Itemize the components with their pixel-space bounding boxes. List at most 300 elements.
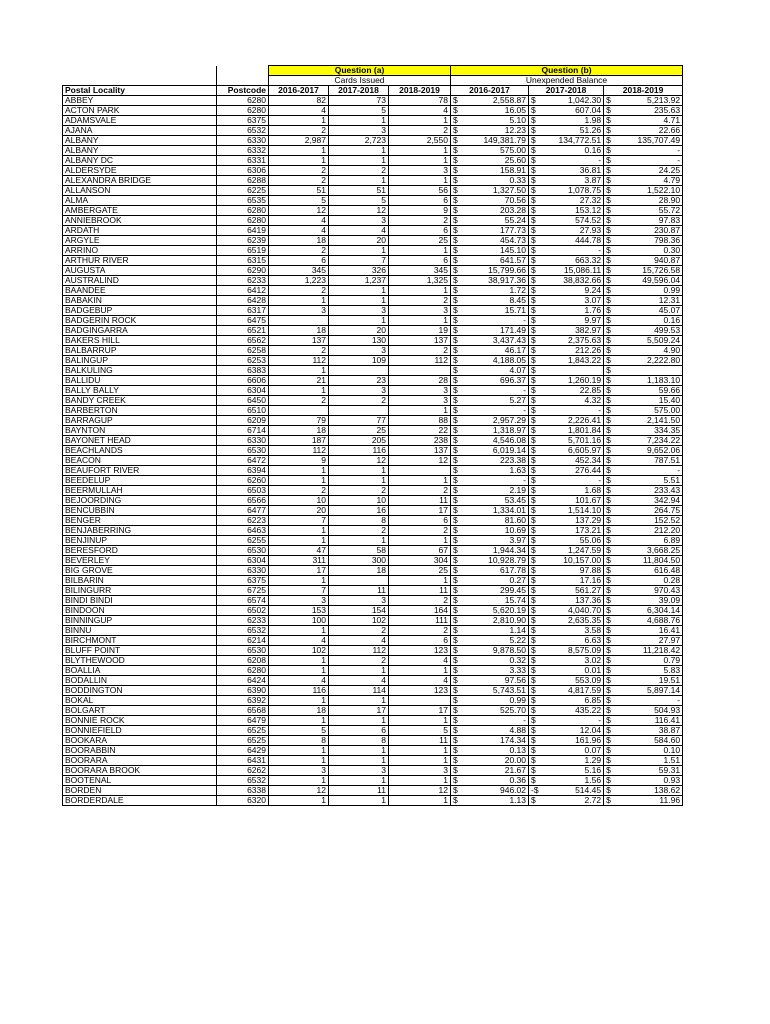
balance-2017-cell: - <box>541 246 604 256</box>
cards-2016-cell: 100 <box>269 616 329 626</box>
postcode-cell: 6330 <box>217 566 269 576</box>
cards-2016-cell: 2 <box>269 286 329 296</box>
cards-2016-cell: 12 <box>269 786 329 796</box>
postcode-cell: 6479 <box>217 716 269 726</box>
cards-2017-cell: 1 <box>329 466 389 476</box>
currency-cell: $ <box>529 486 541 496</box>
balance-2018-cell <box>614 366 683 376</box>
currency-cell: $ <box>451 716 461 726</box>
cards-2018-cell: 1 <box>389 536 451 546</box>
balance-2016-cell: 1.63 <box>461 466 529 476</box>
table-row <box>63 696 683 706</box>
balance-2016-cell: 38,917.36 <box>461 276 529 286</box>
balance-2016-cell: 0.27 <box>461 576 529 586</box>
cards-2017-cell <box>329 576 389 586</box>
cards-2016-cell: 18 <box>269 326 329 336</box>
table-row <box>63 606 683 616</box>
balance-2017-cell: 55.06 <box>541 536 604 546</box>
balance-2017-cell: 137.29 <box>541 516 604 526</box>
currency-cell: $ <box>529 106 541 116</box>
postcode-cell: 6412 <box>217 286 269 296</box>
currency-cell: $ <box>529 186 541 196</box>
balance-2016-cell: 53.45 <box>461 496 529 506</box>
balance-2018-cell: 940.87 <box>614 256 683 266</box>
balance-2018-cell: 38.87 <box>614 726 683 736</box>
postcode-cell: 6317 <box>217 306 269 316</box>
balance-2017-cell: 1,801.84 <box>541 426 604 436</box>
cards-2017-cell: 326 <box>329 266 389 276</box>
currency-cell: $ <box>529 746 541 756</box>
currency-cell: $ <box>604 106 614 116</box>
balance-2017-cell: - <box>541 476 604 486</box>
balance-2016-cell: 1.72 <box>461 286 529 296</box>
postcode-cell: 6562 <box>217 336 269 346</box>
table-row <box>63 126 683 136</box>
locality-cell: BEJOORDING <box>63 496 217 506</box>
currency-cell: $ <box>451 236 461 246</box>
postcode-cell: 6306 <box>217 166 269 176</box>
unexpended-balance-header: Unexpended Balance <box>451 76 683 86</box>
currency-cell: $ <box>529 536 541 546</box>
balance-2016-cell: 0.33 <box>461 176 529 186</box>
cards-2017-cell: 3 <box>329 386 389 396</box>
balance-2017-cell: - <box>541 716 604 726</box>
balance-2018-cell: 4,688.76 <box>614 616 683 626</box>
postcode-cell: 6419 <box>217 226 269 236</box>
table-row <box>63 356 683 366</box>
cards-2016-cell: 1 <box>269 156 329 166</box>
table-row <box>63 486 683 496</box>
table-row <box>63 616 683 626</box>
currency-cell: $ <box>529 286 541 296</box>
postcode-cell: 6472 <box>217 456 269 466</box>
cards-2017-cell: 20 <box>329 236 389 246</box>
currency-cell: $ <box>604 526 614 536</box>
currency-cell: $ <box>604 506 614 516</box>
currency-cell: $ <box>604 116 614 126</box>
question-b-header: Question (b) <box>451 66 683 76</box>
table-row <box>63 296 683 306</box>
cards-2017-cell: 1 <box>329 246 389 256</box>
table-row <box>63 256 683 266</box>
currency-cell: $ <box>451 396 461 406</box>
table-row <box>63 336 683 346</box>
locality-cell: BERESFORD <box>63 546 217 556</box>
table-row <box>63 376 683 386</box>
cards-2016-cell: 345 <box>269 266 329 276</box>
cards-2016-cell: 102 <box>269 646 329 656</box>
currency-cell: $ <box>451 576 461 586</box>
currency-cell: $ <box>451 706 461 716</box>
balance-2017-cell: 607.04 <box>541 106 604 116</box>
currency-cell: $ <box>529 596 541 606</box>
currency-cell: $ <box>451 796 461 806</box>
cards-2017-cell: 1 <box>329 746 389 756</box>
cards-2017-cell: 2 <box>329 626 389 636</box>
currency-cell: $ <box>451 776 461 786</box>
balance-2016-cell: 3,437.43 <box>461 336 529 346</box>
currency-cell: $ <box>529 276 541 286</box>
cards-2018-cell <box>389 366 451 376</box>
balance-2018-cell: 1,183.10 <box>614 376 683 386</box>
currency-cell: $ <box>604 416 614 426</box>
currency-cell: $ <box>529 146 541 156</box>
currency-cell: $ <box>529 116 541 126</box>
cards-2017-cell: 3 <box>329 766 389 776</box>
balance-2017-cell: 1,843.22 <box>541 356 604 366</box>
balance-2017-cell: 0.01 <box>541 666 604 676</box>
locality-cell: ALMA <box>63 196 217 206</box>
balance-2016-cell: 0.99 <box>461 696 529 706</box>
currency-cell: $ <box>451 456 461 466</box>
currency-cell: $ <box>604 286 614 296</box>
currency-cell: $ <box>604 746 614 756</box>
currency-cell: $ <box>604 96 614 106</box>
table-row <box>63 96 683 106</box>
balance-2018-cell: 616.48 <box>614 566 683 576</box>
currency-cell: $ <box>529 616 541 626</box>
currency-cell: $ <box>604 296 614 306</box>
balance-2017-cell: 6.85 <box>541 696 604 706</box>
balance-2016-cell: - <box>461 476 529 486</box>
currency-cell: $ <box>451 586 461 596</box>
balance-2016-cell: 4.88 <box>461 726 529 736</box>
currency-cell: $ <box>529 396 541 406</box>
balance-2016-cell: 174.34 <box>461 736 529 746</box>
locality-cell: BENJINUP <box>63 536 217 546</box>
balance-2016-cell: 10,928.79 <box>461 556 529 566</box>
locality-cell: BALLIDU <box>63 376 217 386</box>
balance-2016-cell: 6,019.14 <box>461 446 529 456</box>
balance-2016-cell: 299.45 <box>461 586 529 596</box>
currency-cell: $ <box>451 566 461 576</box>
table-row <box>63 736 683 746</box>
postcode-cell: 6530 <box>217 646 269 656</box>
postcode-cell: 6566 <box>217 496 269 506</box>
cards-2018-cell: 304 <box>389 556 451 566</box>
currency-cell: $ <box>529 666 541 676</box>
currency-cell: $ <box>529 406 541 416</box>
locality-cell: BOOTENAL <box>63 776 217 786</box>
table-row <box>63 456 683 466</box>
locality-cell: BONNIE ROCK <box>63 716 217 726</box>
table-row <box>63 346 683 356</box>
table-row <box>63 676 683 686</box>
balance-2018-cell: 0.93 <box>614 776 683 786</box>
cards-2016-cell: 1 <box>269 146 329 156</box>
currency-cell: $ <box>529 426 541 436</box>
balance-2016-cell: 5,620.19 <box>461 606 529 616</box>
balance-2017-cell: 212.26 <box>541 346 604 356</box>
cards-2016-cell: 1 <box>269 466 329 476</box>
locality-cell: BENJABERRING <box>63 526 217 536</box>
table-row <box>63 366 683 376</box>
postcode-cell: 6521 <box>217 326 269 336</box>
balance-2016-cell: 4,188.05 <box>461 356 529 366</box>
balance-2017-cell: 1.76 <box>541 306 604 316</box>
balance-2018-cell: 16.41 <box>614 626 683 636</box>
currency-cell: $ <box>604 186 614 196</box>
locality-cell: BALBARRUP <box>63 346 217 356</box>
balance-2017-cell: 134,772.51 <box>541 136 604 146</box>
balance-2018-cell: 504.93 <box>614 706 683 716</box>
currency-cell: $ <box>529 606 541 616</box>
balance-2017-cell: 0.07 <box>541 746 604 756</box>
cards-2017-cell: 2 <box>329 166 389 176</box>
postcode-cell: 6330 <box>217 136 269 146</box>
balance-2017-cell: 137.36 <box>541 596 604 606</box>
balance-2017-cell: 452.34 <box>541 456 604 466</box>
table-row <box>63 406 683 416</box>
cards-2017-cell: 1 <box>329 796 389 806</box>
cards-2016-cell: 21 <box>269 376 329 386</box>
header-row-columns <box>63 86 683 96</box>
currency-cell: $ <box>604 476 614 486</box>
table-row <box>63 546 683 556</box>
locality-cell: BLYTHEWOOD <box>63 656 217 666</box>
cards-2017-cell: 3 <box>329 126 389 136</box>
currency-cell: $ <box>604 266 614 276</box>
balance-2017-cell: 3.87 <box>541 176 604 186</box>
balance-2016-cell: 454.73 <box>461 236 529 246</box>
balance-2018-cell: - <box>614 466 683 476</box>
locality-cell: ALBANY <box>63 136 217 146</box>
balance-2016-cell: 5.10 <box>461 116 529 126</box>
balance-2018-cell: 0.30 <box>614 246 683 256</box>
balance-2018-cell: 7,234.22 <box>614 436 683 446</box>
cards-2018-cell: 1 <box>389 776 451 786</box>
table-row <box>63 216 683 226</box>
cards-2016-cell: 2 <box>269 166 329 176</box>
currency-cell: $ <box>451 426 461 436</box>
balance-2017-cell: 6,605.97 <box>541 446 604 456</box>
locality-cell: ACTON PARK <box>63 106 217 116</box>
postcode-cell: 6535 <box>217 196 269 206</box>
locality-cell: BONNIEFIELD <box>63 726 217 736</box>
balance-2017-cell: 8,575.09 <box>541 646 604 656</box>
cards-2016-cell: 2 <box>269 126 329 136</box>
cards-2018-cell: 6 <box>389 256 451 266</box>
table-row <box>63 276 683 286</box>
table-row <box>63 516 683 526</box>
postcode-cell: 6260 <box>217 476 269 486</box>
currency-cell: $ <box>529 356 541 366</box>
locality-cell: BALLY BALLY <box>63 386 217 396</box>
currency-cell: $ <box>604 636 614 646</box>
cards-issued-header: Cards Issued <box>269 76 451 86</box>
balance-2018-cell: 59.31 <box>614 766 683 776</box>
currency-cell: $ <box>451 656 461 666</box>
locality-cell: ARDATH <box>63 226 217 236</box>
balance-2016-cell: - <box>461 716 529 726</box>
locality-cell: ALLANSON <box>63 186 217 196</box>
currency-cell: $ <box>604 466 614 476</box>
currency-cell: $ <box>529 416 541 426</box>
balance-2018-cell: 59.66 <box>614 386 683 396</box>
currency-cell: $ <box>451 496 461 506</box>
currency-cell: $ <box>451 556 461 566</box>
cards-2017-cell: 23 <box>329 376 389 386</box>
currency-cell: $ <box>604 626 614 636</box>
balance-2018-cell: 342.94 <box>614 496 683 506</box>
balance-2017-cell: 38,832.66 <box>541 276 604 286</box>
table-row <box>63 626 683 636</box>
cards-2017-cell: 2 <box>329 656 389 666</box>
postcode-cell: 6530 <box>217 546 269 556</box>
balance-2017-cell: 4,040.70 <box>541 606 604 616</box>
balance-2017-cell: 27.93 <box>541 226 604 236</box>
locality-cell: BOLGART <box>63 706 217 716</box>
cards-2016-cell: 5 <box>269 726 329 736</box>
table-row <box>63 226 683 236</box>
balance-2017-cell: 5.16 <box>541 766 604 776</box>
cards-2016-cell: 4 <box>269 106 329 116</box>
cards-2016-cell: 1 <box>269 716 329 726</box>
currency-cell: $ <box>604 176 614 186</box>
locality-cell: BADGERIN ROCK <box>63 316 217 326</box>
postcode-cell: 6532 <box>217 126 269 136</box>
cards-2018-cell: 1 <box>389 796 451 806</box>
currency-cell: $ <box>529 376 541 386</box>
currency-cell: $ <box>529 166 541 176</box>
postcode-cell: 6532 <box>217 626 269 636</box>
balance-2017-cell: 2.72 <box>541 796 604 806</box>
table-row <box>63 566 683 576</box>
table-row <box>63 416 683 426</box>
currency-cell: $ <box>451 106 461 116</box>
balance-2016-cell: 5,743.51 <box>461 686 529 696</box>
balance-2018-cell: 6.89 <box>614 536 683 546</box>
balance-2018-cell: 135,707.49 <box>614 136 683 146</box>
currency-cell: $ <box>451 376 461 386</box>
balance-2017-cell: 2,375.63 <box>541 336 604 346</box>
cards-2017-cell: 10 <box>329 496 389 506</box>
currency-cell: $ <box>451 536 461 546</box>
currency-cell: $ <box>604 456 614 466</box>
balance-2018-cell: 55.72 <box>614 206 683 216</box>
cards-2016-cell: 1 <box>269 476 329 486</box>
currency-cell: $ <box>604 146 614 156</box>
locality-cell: BINDI BINDI <box>63 596 217 606</box>
cards-2016-cell <box>269 316 329 326</box>
cards-2016-cell: 9 <box>269 456 329 466</box>
cards-2016-cell: 1 <box>269 666 329 676</box>
locality-cell: BADGINGARRA <box>63 326 217 336</box>
cards-2016-cell: 1 <box>269 776 329 786</box>
currency-cell: $ <box>529 796 541 806</box>
cards-2017-cell: 5 <box>329 196 389 206</box>
postcode-cell: 6280 <box>217 206 269 216</box>
postcode-cell: 6390 <box>217 686 269 696</box>
table-row <box>63 786 683 796</box>
currency-cell: $ <box>451 416 461 426</box>
balance-2017-cell: 10,157.00 <box>541 556 604 566</box>
cards-2017-cell: 1 <box>329 756 389 766</box>
postcode-cell: 6519 <box>217 246 269 256</box>
cards-2018-cell: 2 <box>389 526 451 536</box>
cards-2016-cell: 2 <box>269 246 329 256</box>
table-row <box>63 426 683 436</box>
balance-2018-cell: 584.60 <box>614 736 683 746</box>
cards-2016-cell: 153 <box>269 606 329 616</box>
table-row <box>63 686 683 696</box>
cards-2018-cell: 1 <box>389 666 451 676</box>
balance-2016-cell: 525.70 <box>461 706 529 716</box>
cards-2018-cell: 67 <box>389 546 451 556</box>
cards-2018-cell: 19 <box>389 326 451 336</box>
table-body <box>63 96 683 806</box>
currency-cell: $ <box>604 406 614 416</box>
balance-2018-cell: 6,304.14 <box>614 606 683 616</box>
cards-2016-cell: 18 <box>269 706 329 716</box>
postcode-cell: 6315 <box>217 256 269 266</box>
cards-2016-cell: 137 <box>269 336 329 346</box>
cards-2016-cell: 1 <box>269 756 329 766</box>
balance-2017-cell: 153.12 <box>541 206 604 216</box>
balance-2017-cell: 561.27 <box>541 586 604 596</box>
currency-cell: $ <box>529 636 541 646</box>
balance-2016-cell: 8.45 <box>461 296 529 306</box>
cards-2018-cell: 1 <box>389 756 451 766</box>
table-row <box>63 766 683 776</box>
balance-2018-cell: 28.90 <box>614 196 683 206</box>
balance-2016-cell: 149,381.79 <box>461 136 529 146</box>
postcode-cell: 6525 <box>217 736 269 746</box>
question-a-header: Question (a) <box>269 66 451 76</box>
cards-2016-cell: 4 <box>269 216 329 226</box>
balance-2018-cell: 2,222.80 <box>614 356 683 366</box>
cards-2018-cell: 6 <box>389 636 451 646</box>
balance-2018-cell: 4.71 <box>614 116 683 126</box>
cards-2018-cell: 2 <box>389 486 451 496</box>
balance-2018-cell: 0.79 <box>614 656 683 666</box>
table-row <box>63 306 683 316</box>
currency-cell: $ <box>451 686 461 696</box>
table-row <box>63 666 683 676</box>
balance-2017-cell: 1,247.59 <box>541 546 604 556</box>
cards-2018-cell: 17 <box>389 506 451 516</box>
balance-2018-cell: 27.97 <box>614 636 683 646</box>
currency-cell: $ <box>451 356 461 366</box>
locality-cell: BINDOON <box>63 606 217 616</box>
cards-2018-cell: 11 <box>389 586 451 596</box>
cards-2018-cell: 1 <box>389 146 451 156</box>
currency-cell: $ <box>604 536 614 546</box>
currency-cell: $ <box>451 506 461 516</box>
cards-2018-cell: 9 <box>389 206 451 216</box>
table-row <box>63 436 683 446</box>
postcode-cell: 6209 <box>217 416 269 426</box>
cards-2017-cell: 109 <box>329 356 389 366</box>
postcode-cell: 6450 <box>217 396 269 406</box>
cards-2017-cell: 130 <box>329 336 389 346</box>
cards-2017-cell: 51 <box>329 186 389 196</box>
balance-2018-cell: 19.51 <box>614 676 683 686</box>
currency-cell: $ <box>451 276 461 286</box>
cards-2018-cell: 2,550 <box>389 136 451 146</box>
cards-2018-cell: 5 <box>389 726 451 736</box>
cards-2018-cell: 17 <box>389 706 451 716</box>
currency-cell: $ <box>451 246 461 256</box>
locality-cell: ADAMSVALE <box>63 116 217 126</box>
locality-cell: BALKULING <box>63 366 217 376</box>
currency-cell: $ <box>451 226 461 236</box>
cards-2016-cell: 8 <box>269 736 329 746</box>
balance-2018-cell: - <box>614 146 683 156</box>
currency-cell: $ <box>529 266 541 276</box>
cards-2016-cell: 3 <box>269 596 329 606</box>
balance-2016-cell: 1,334.01 <box>461 506 529 516</box>
